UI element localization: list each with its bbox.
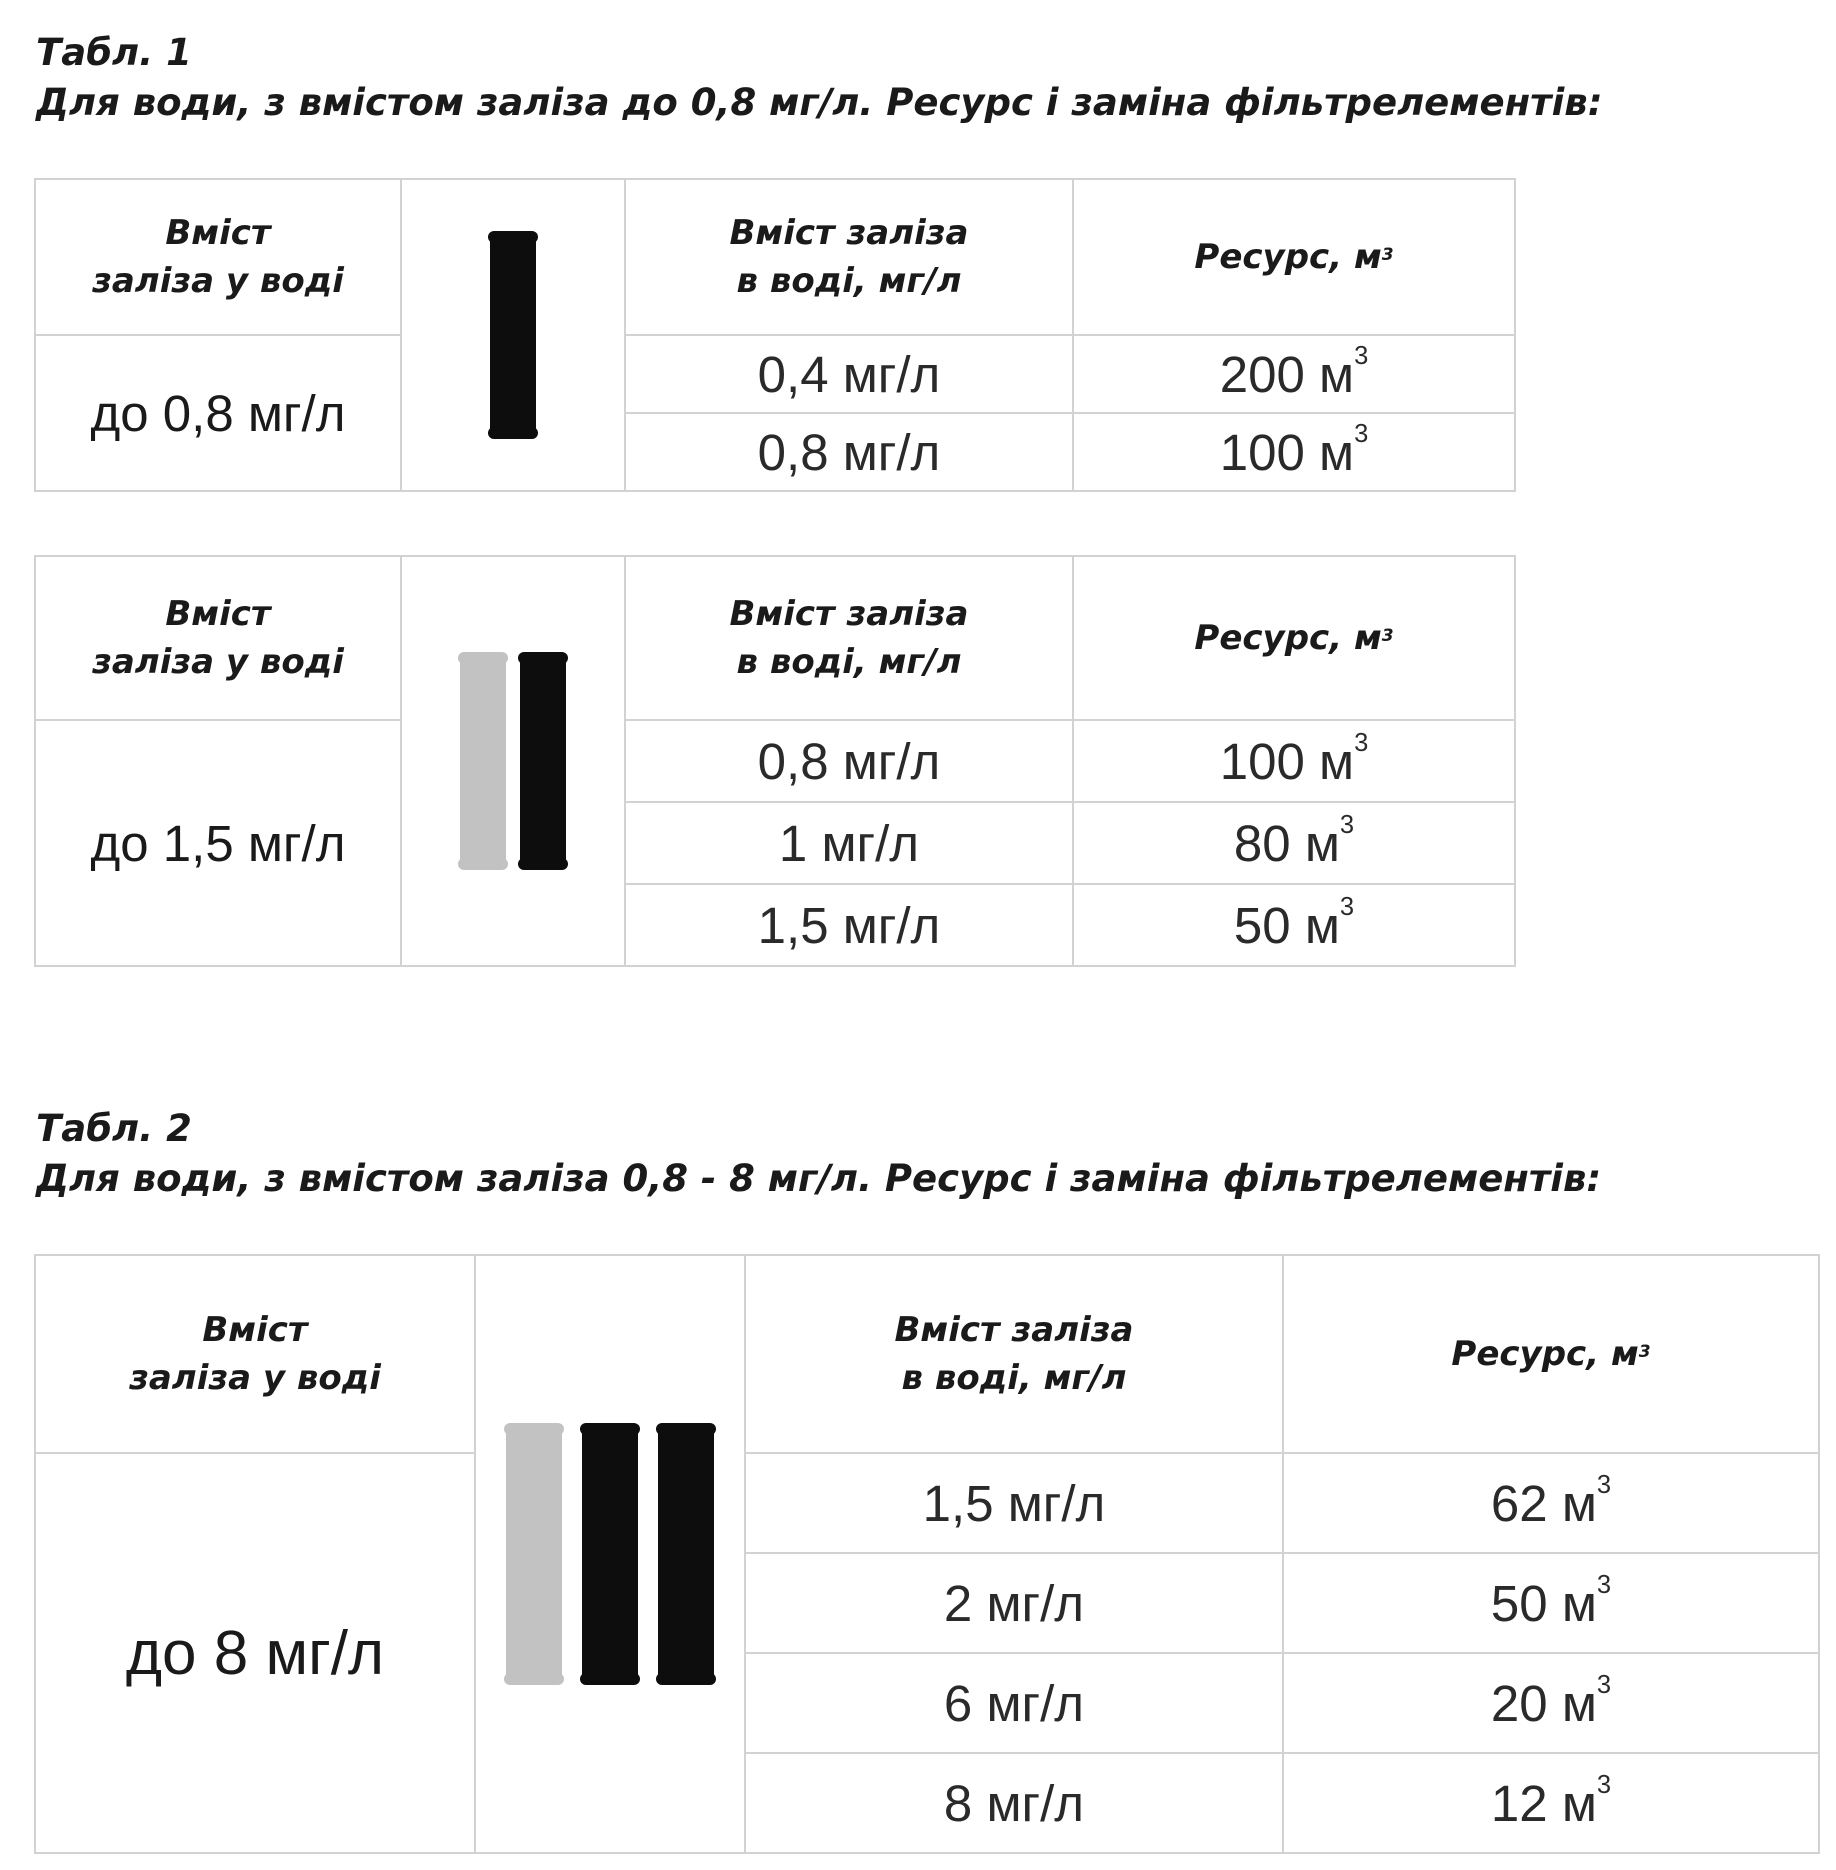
- col-header-iron-content: Вміст заліза у воді: [35, 179, 401, 335]
- iron-value: 1,5 мг/л: [745, 1453, 1283, 1553]
- col-header-iron-mg: Вміст заліза в воді, мг/л: [745, 1255, 1283, 1453]
- col-header-resource: Ресурс, $м^3$: [1073, 556, 1515, 720]
- light-cartridge-icon: [460, 652, 506, 870]
- col-header-resource: Ресурс, $м^3$: [1073, 179, 1515, 335]
- iron-value: 2 мг/л: [745, 1553, 1283, 1653]
- resource-value: 12 $м^3$: [1283, 1753, 1819, 1853]
- resource-value: 50 $м^3$: [1073, 884, 1515, 966]
- table1-title: Табл. 1: [36, 31, 192, 74]
- col-header-resource: Ресурс, $м^3$: [1283, 1255, 1819, 1453]
- table1-block1: [34, 178, 1516, 492]
- iron-value: 1 мг/л: [625, 802, 1073, 884]
- resource-value: 200 $м^3$: [1073, 335, 1515, 413]
- dark-cartridge-icon: [490, 231, 536, 439]
- col-header-iron-content: Вміст заліза у воді: [35, 556, 401, 720]
- iron-value: 1,5 мг/л: [625, 884, 1073, 966]
- table2-block: [34, 1254, 1820, 1854]
- table2-heading: [36, 1104, 1601, 1204]
- range-value: до 0,8 мг/л: [35, 335, 401, 491]
- resource-value: 62 $м^3$: [1283, 1453, 1819, 1553]
- iron-value: 8 мг/л: [745, 1753, 1283, 1853]
- iron-value: 0,8 мг/л: [625, 720, 1073, 802]
- iron-value: 6 мг/л: [745, 1653, 1283, 1753]
- table1-heading: [36, 28, 1603, 128]
- iron-value: 0,4 мг/л: [625, 335, 1073, 413]
- dark-cartridge-icon: [520, 652, 566, 870]
- cartridge-cell: [401, 179, 625, 491]
- range-value: до 8 мг/л: [35, 1453, 475, 1853]
- table2-title: Табл. 2: [36, 1107, 192, 1150]
- col-header-iron-mg: Вміст заліза в воді, мг/л: [625, 556, 1073, 720]
- resource-value: 80 $м^3$: [1073, 802, 1515, 884]
- range-value: до 1,5 мг/л: [35, 720, 401, 966]
- iron-value: 0,8 мг/л: [625, 413, 1073, 491]
- resource-value: 100 $м^3$: [1073, 413, 1515, 491]
- col-header-iron-mg: Вміст заліза в воді, мг/л: [625, 179, 1073, 335]
- cartridge-cell: [475, 1255, 745, 1853]
- col-header-iron-content: Вміст заліза у воді: [35, 1255, 475, 1453]
- table2-subtitle: Для води, з вмістом заліза 0,8 - 8 мг/л. Ресурс і заміна фільтрелементів:: [36, 1157, 1602, 1200]
- cartridge-cell: [401, 556, 625, 966]
- table1-block2: [34, 555, 1516, 967]
- dark-cartridge-icon: [658, 1423, 714, 1685]
- dark-cartridge-icon: [582, 1423, 638, 1685]
- light-cartridge-icon: [506, 1423, 562, 1685]
- resource-value: 20 $м^3$: [1283, 1653, 1819, 1753]
- resource-value: 50 $м^3$: [1283, 1553, 1819, 1653]
- table1-subtitle: Для води, з вмістом заліза до 0,8 мг/л. Ресурс і заміна фільтрелементів:: [36, 81, 1603, 124]
- resource-value: 100 $м^3$: [1073, 720, 1515, 802]
